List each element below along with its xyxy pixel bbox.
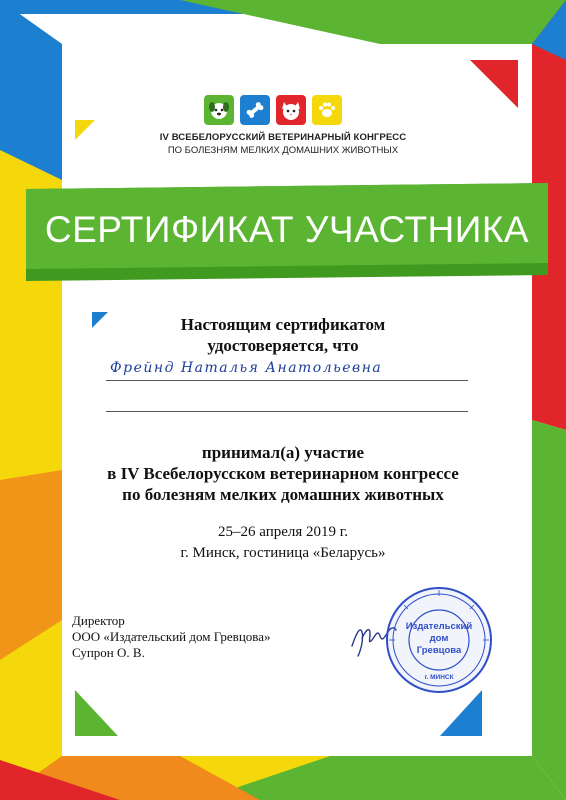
congress-title-line1: IV ВСЕБЕЛОРУССКИЙ ВЕТЕРИНАРНЫЙ КОНГРЕСС bbox=[159, 132, 407, 143]
organization-stamp bbox=[384, 585, 494, 700]
signatory-role: Директор bbox=[72, 613, 125, 628]
certify-line1: Настоящим сертификатом bbox=[180, 315, 386, 334]
name-underline-2 bbox=[106, 411, 468, 412]
certify-line2: удостоверяется, что bbox=[207, 336, 359, 355]
participation-line2: в IV Всебелорусском ветеринарном конгрессе bbox=[107, 464, 459, 483]
stamp-city: г. МИНСК bbox=[424, 674, 454, 681]
certificate-title: СЕРТИФИКАТ УЧАСТНИКА bbox=[44, 209, 530, 250]
event-venue: г. Минск, гостиница «Беларусь» bbox=[180, 545, 386, 561]
stamp-center-line3: Гревцова bbox=[416, 645, 462, 656]
signatory-org: ООО «Издательский дом Гревцова» bbox=[72, 629, 271, 644]
signatory-name: Супрон О. В. bbox=[72, 645, 145, 660]
bone-icon bbox=[240, 95, 270, 125]
participation-line1: принимал(а) участие bbox=[201, 443, 365, 462]
cat-icon bbox=[276, 95, 306, 125]
stamp-center-line1: Издательский bbox=[405, 621, 473, 632]
dog-icon bbox=[204, 95, 234, 125]
paw-icon bbox=[312, 95, 342, 125]
recipient-name: Фрейнд Наталья Анатольевна bbox=[110, 360, 383, 376]
stamp-center-line2: дом bbox=[429, 633, 449, 644]
participation-line3: по болезням мелких домашних животных bbox=[122, 485, 444, 504]
name-underline bbox=[106, 380, 468, 381]
congress-logo bbox=[204, 95, 342, 125]
event-dates: 25–26 апреля 2019 г. bbox=[218, 524, 348, 540]
congress-title-line2: ПО БОЛЕЗНЯМ МЕЛКИХ ДОМАШНИХ ЖИВОТНЫХ bbox=[167, 145, 399, 156]
